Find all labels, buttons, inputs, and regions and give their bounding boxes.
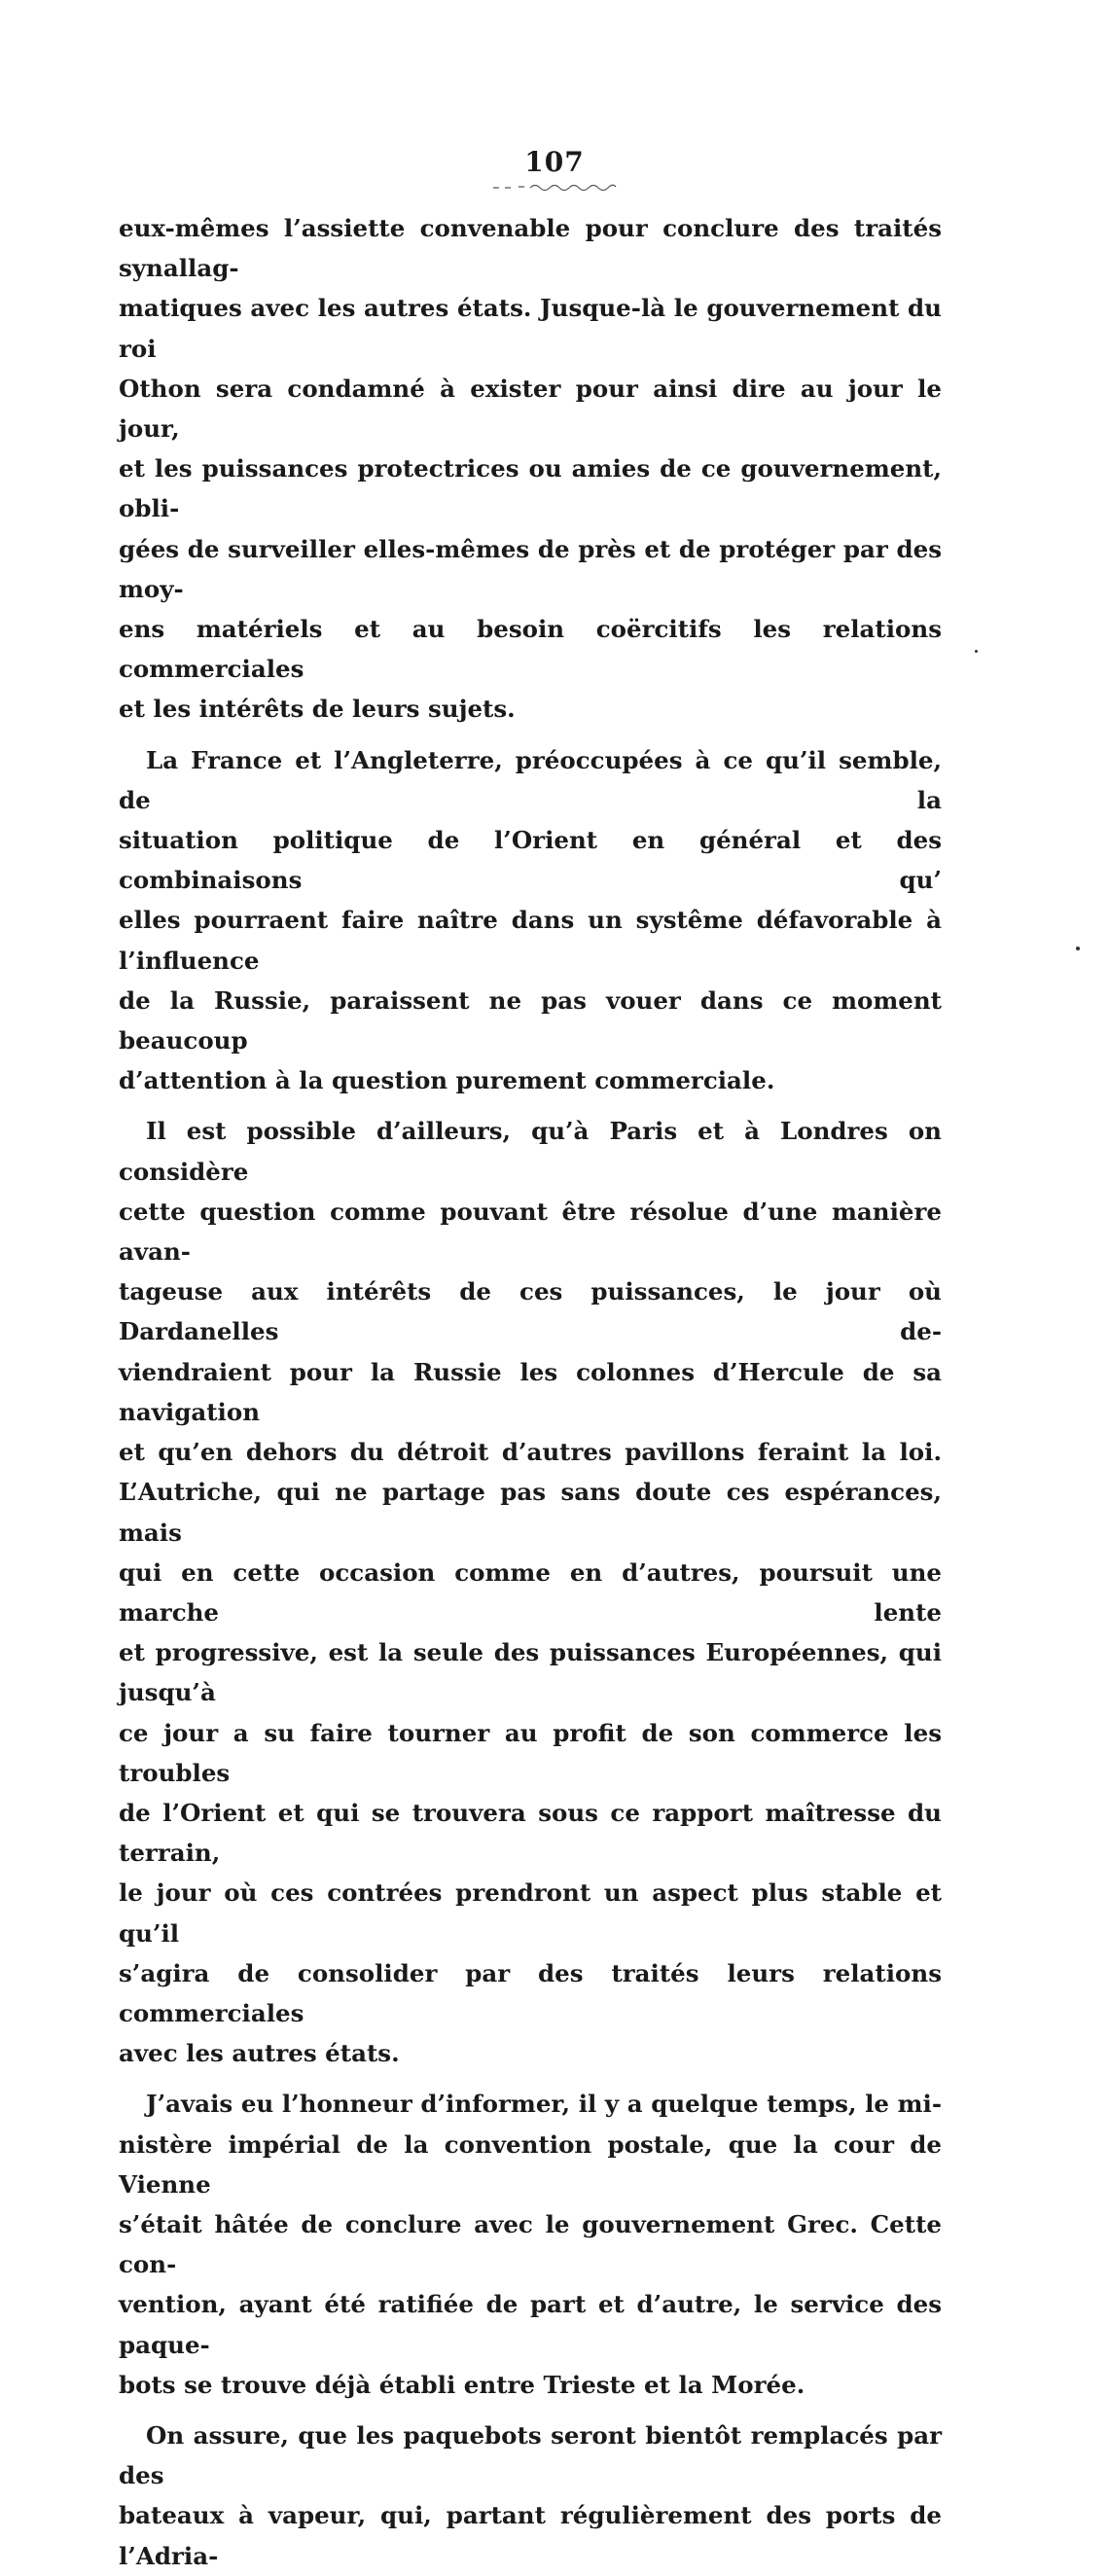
body-text bbox=[119, 208, 942, 2576]
text-line: Il est possible d’ailleurs, qu’à Paris et à Londres on considère bbox=[119, 1117, 942, 1186]
text-line: eux-mêmes l’assiette convenable pour conclure des traités synallag- bbox=[119, 214, 942, 283]
text-line: et progressive, est la seule des puissances Européennes, qui jusqu’à bbox=[119, 1638, 942, 1707]
text-line: bots se trouve déjà établi entre Trieste et la Morée. bbox=[119, 2370, 805, 2399]
text-line: On assure, que les paquebots seront bientôt remplacés par des bbox=[119, 2420, 942, 2490]
text-line: le jour où ces contrées prendront un aspect plus stable et qu’il bbox=[119, 1878, 942, 1948]
text-line: qui en cette occasion comme en d’autres, poursuit une marche lente bbox=[119, 1557, 942, 1627]
text-line: et les puissances protectrices ou amies de ce gouvernement, obli- bbox=[119, 454, 942, 523]
scan-speck bbox=[1076, 947, 1080, 950]
text-line: situation politique de l’Orient en général et des combinaisons qu’ bbox=[119, 826, 942, 895]
text-line: cette question comme pouvant être résolue d’une manière avan- bbox=[119, 1197, 942, 1267]
ornament-divider bbox=[491, 179, 618, 193]
paragraph-5 bbox=[119, 2415, 942, 2576]
text-line: avec les autres états. bbox=[119, 2039, 400, 2068]
paragraph-1 bbox=[119, 208, 942, 730]
text-line: et qu’en dehors du détroit d’autres pavillons feraint la loi. bbox=[119, 1438, 942, 1467]
scan-speck bbox=[975, 650, 978, 653]
text-line: Othon sera condamné à exister pour ainsi dire au jour le jour, bbox=[119, 374, 942, 444]
text-line: de la Russie, paraissent ne pas vouer dans ce moment beaucoup bbox=[119, 985, 942, 1055]
text-line: d’attention à la question purement commerciale. bbox=[119, 1066, 775, 1095]
text-line: matiques avec les autres états. Jusque-là le gouvernement du roi bbox=[119, 294, 942, 363]
text-line: de l’Orient et qui se trouvera sous ce rapport maîtresse du terrain, bbox=[119, 1798, 942, 1868]
paragraph-3 bbox=[119, 1111, 942, 2073]
text-line: bateaux à vapeur, qui, partant régulièrement des ports de l’Adria- bbox=[119, 2501, 942, 2570]
paragraph-2 bbox=[119, 740, 942, 1101]
text-line: s’agira de consolider par des traités leurs relations commerciales bbox=[119, 1958, 942, 2027]
text-line: viendraient pour la Russie les colonnes d’Hercule de sa navigation bbox=[119, 1357, 942, 1426]
page-number: 107 bbox=[524, 146, 585, 178]
text-line: L’Autriche, qui ne partage pas sans doute ces espérances, mais bbox=[119, 1478, 942, 1547]
text-line: s’était hâtée de conclure avec le gouvernement Grec. Cette con- bbox=[119, 2209, 942, 2279]
text-line: et les intérêts de leurs sujets. bbox=[119, 695, 516, 724]
text-line: vention, ayant été ratifiée de part et d’autre, le service des paque- bbox=[119, 2290, 942, 2359]
text-line: ce jour a su faire tourner au profit de son commerce les troubles bbox=[119, 1718, 942, 1787]
text-line: ens matériels et au besoin coërcitifs les relations commerciales bbox=[119, 615, 942, 684]
text-line: tageuse aux intérêts de ces puissances, le jour où Dardanelles de- bbox=[119, 1277, 942, 1346]
text-line: gées de surveiller elles-mêmes de près et de protéger par des moy- bbox=[119, 534, 942, 603]
text-line: elles pourraent faire naître dans un systême défavorable à l’influence bbox=[119, 906, 942, 975]
text-line: La France et l’Angleterre, préoccupées à ce qu’il semble, de la bbox=[119, 745, 942, 814]
paragraph-4 bbox=[119, 2084, 942, 2405]
text-line: J’avais eu l’honneur d’informer, il y a quelque temps, le mi- bbox=[146, 2090, 942, 2119]
text-line: nistère impérial de la convention postale, que la cour de Vienne bbox=[119, 2129, 942, 2199]
